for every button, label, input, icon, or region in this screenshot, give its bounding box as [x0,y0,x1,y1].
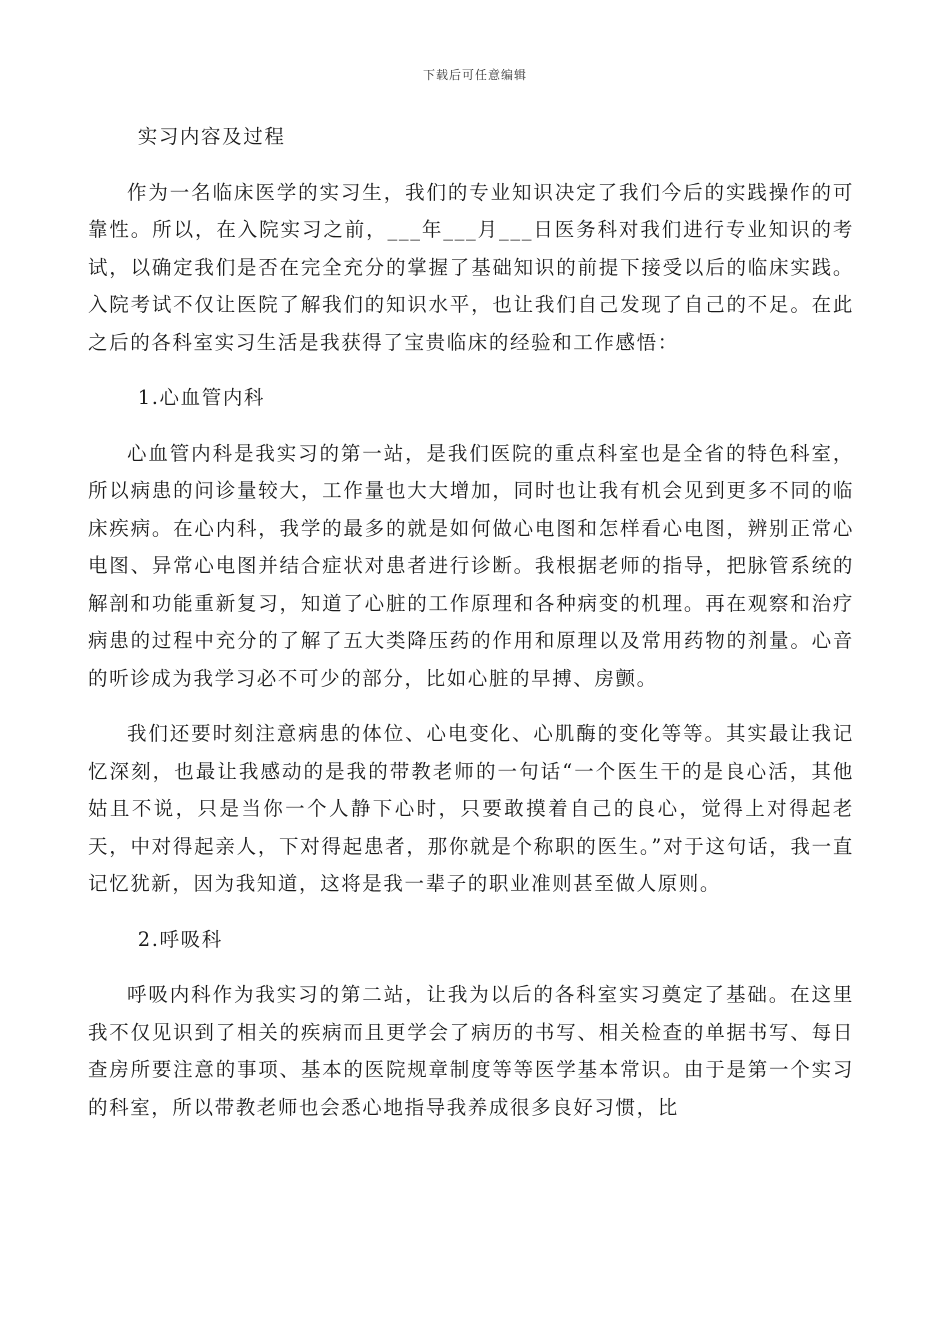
intro-paragraph: 作为一名临床医学的实习生，我们的专业知识决定了我们今后的实践操作的可靠性。所以，在入院实习之前，___年___月___日医务科对我们进行专业知识的考试，以确定我们是否在完全充分的掌握了基础知识的前提下接受以后的临床实践。入院考试不仅让医院了解我们的知识水平，也让我们自己发现了自己的不足。在此之后的各科室实习生活是我获得了宝贵临床的经验和工作感悟： [88,180,854,354]
respiratory-paragraph-1: 呼吸内科作为我实习的第二站，让我为以后的各科室实习奠定了基础。在这里我不仅见识到了相关的疾病而且更学会了病历的书写、相关检查的单据书写、每日查房所要注意的事项、基本的医院规章制度等等医学基本常识。由于是第一个实习的科室，所以带教老师也会悉心地指导我养成很多良好习惯，比 [88,983,854,1119]
cardiology-paragraph-2: 我们还要时刻注意病患的体位、心电变化、心肌酶的变化等等。其实最让我记忆深刻，也最让我感动的是我的带教老师的一句话“一个医生干的是良心活，其他姑且不说，只是当你一个人静下心时，只要敢摸着自己的良心，觉得上对得起老天，中对得起亲人，下对得起患者，那你就是个称职的医生。”对于这句话，我一直记忆犹新，因为我知道，这将是我一辈子的职业准则甚至做人原则。 [88,722,854,895]
document-body [88,118,854,1126]
cardiology-heading: 1.心血管内科 [137,386,266,409]
respiratory-heading: 2.呼吸科 [137,927,223,951]
header-note: 下载后可任意编辑 [422,68,527,82]
cardiology-paragraph-1: 心血管内科是我实习的第一站，是我们医院的重点科室也是全省的特色科室，所以病患的问诊量较大，工作量也大大增加，同时也让我有机会见到更多不同的临床疾病。在心内科，我学的最多的就是如何做心电图和怎样看心电图，辨别正常心电图、异常心电图并结合症状对患者进行诊断。我根据老师的指导，把脉管系统的解剖和功能重新复习，知道了心脏的工作原理和各种病变的机理。再在观察和治疗病患的过程中充分的了解了五大类降压药的作用和原理以及常用药物的剂量。心音的听诊成为我学习必不可少的部分，比如心脏的早搏、房颤。 [88,441,854,690]
section-title: 实习内容及过程 [137,125,286,148]
